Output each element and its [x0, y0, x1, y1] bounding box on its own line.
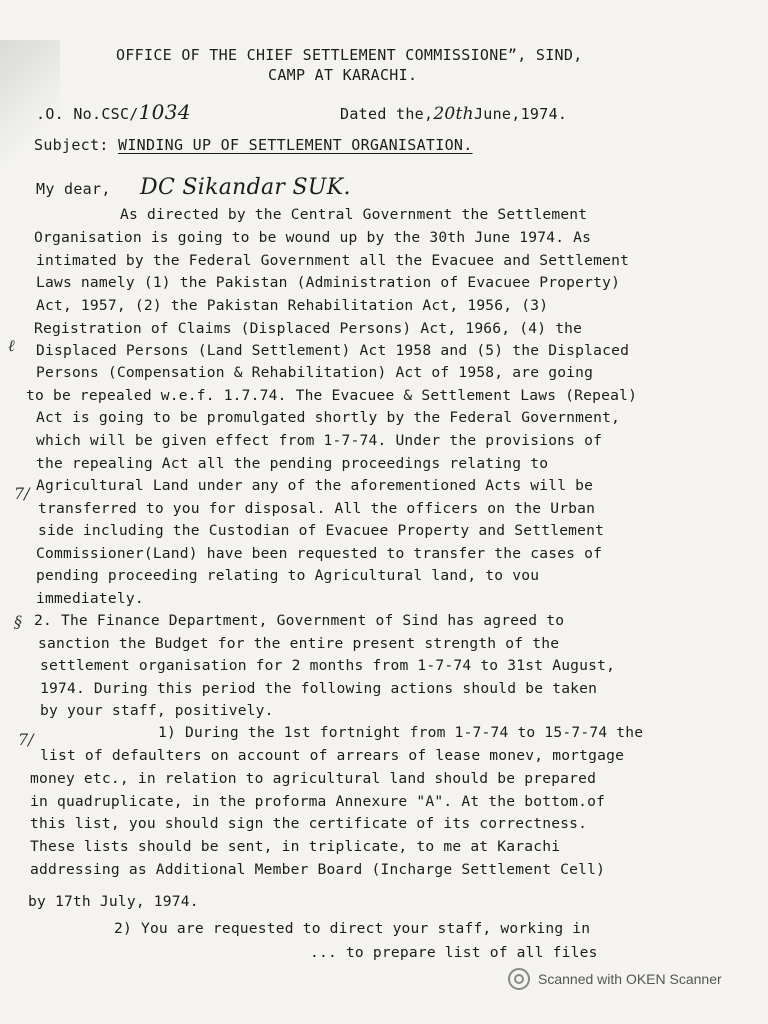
dated-handwritten: 20th	[433, 104, 474, 124]
body-line: Laws namely (1) the Pakistan (Administration of Evacuee Property)	[36, 274, 621, 291]
body-line: settlement organisation for 2 months from 1-7-74 to 31st August,	[40, 657, 616, 674]
margin-mark: 7/	[14, 484, 30, 503]
ref-prefix: .O. No.CSC/	[36, 105, 139, 123]
body-line: 1974. During this period the following actions should be taken	[40, 680, 598, 697]
margin-mark: §	[14, 612, 22, 631]
salutation	[36, 175, 351, 200]
body-line: Persons (Compensation & Rehabilitation) Act of 1958, are going	[36, 364, 594, 381]
subject-label: Subject:	[34, 136, 109, 154]
margin-mark: ℓ	[8, 336, 15, 355]
camp-heading: CAMP AT KARACHI.	[268, 66, 418, 84]
subject-text: WINDING UP OF SETTLEMENT ORGANISATION.	[118, 136, 473, 154]
dated-rest: June,1974.	[473, 105, 568, 123]
body-line: the repealing Act all the pending proceedings relating to	[36, 455, 549, 472]
body-line: ... to prepare list of all files	[310, 944, 598, 961]
body-line: 2) You are requested to direct your staff, working in	[114, 920, 591, 937]
scanner-logo-icon	[508, 968, 530, 990]
dated-label: Dated the,	[340, 105, 434, 123]
date-line	[340, 104, 567, 124]
body-line: As directed by the Central Government the Settlement	[120, 206, 588, 223]
body-line: Commissioner(Land) have been requested to transfer the cases of	[36, 545, 603, 562]
body-line: which will be given effect from 1-7-74. Under the provisions of	[36, 432, 603, 449]
body-line: Agricultural Land under any of the aforementioned Acts will be	[36, 477, 594, 494]
body-line: pending proceeding relating to Agricultural land, to vou	[36, 567, 540, 584]
body-line: in quadruplicate, in the proforma Annexure "A". At the bottom.of	[30, 793, 606, 810]
body-line: intimated by the Federal Government all the Evacuee and Settlement	[36, 252, 630, 269]
salutation-label: My dear,	[36, 180, 111, 198]
scanner-watermark	[508, 968, 722, 990]
body-line: Act, 1957, (2) the Pakistan Rehabilitation Act, 1956, (3)	[36, 297, 549, 314]
body-line: Displaced Persons (Land Settlement) Act 1958 and (5) the Displaced	[36, 342, 630, 359]
body-line: to be repealed w.e.f. 1.7.74. The Evacuee & Settlement Laws (Repeal)	[26, 387, 638, 404]
ref-handwritten: 1034	[138, 100, 191, 124]
watermark-text: Scanned with OKEN Scanner	[538, 971, 722, 987]
reference-number	[36, 100, 191, 124]
body-line: money etc., in relation to agricultural land should be prepared	[30, 770, 597, 787]
body-line: this list, you should sign the certificate of its correctness.	[30, 815, 588, 832]
body-line: side including the Custodian of Evacuee Property and Settlement	[38, 522, 605, 539]
body-line: Act is going to be promulgated shortly by the Federal Government,	[36, 409, 621, 426]
body-line: immediately.	[36, 590, 144, 607]
office-heading: OFFICE OF THE CHIEF SETTLEMENT COMMISSIONE”, SIND,	[116, 46, 583, 64]
body-line: transferred to you for disposal. All the officers on the Urban	[38, 500, 596, 517]
body-line: list of defaulters on account of arrears of lease monev, mortgage	[40, 747, 625, 764]
body-line: sanction the Budget for the entire present strength of the	[38, 635, 560, 652]
body-line: addressing as Additional Member Board (Incharge Settlement Cell)	[30, 861, 606, 878]
subject-line	[34, 136, 473, 154]
salutation-handwritten: DC Sikandar SUK.	[140, 175, 351, 200]
body-line: Registration of Claims (Displaced Persons) Act, 1966, (4) the	[34, 320, 583, 337]
body-line: 2. The Finance Department, Government of Sind has agreed to	[34, 612, 565, 629]
body-line: Organisation is going to be wound up by the 30th June 1974. As	[34, 229, 592, 246]
body-line: by your staff, positively.	[40, 702, 274, 719]
body-line: by 17th July, 1974.	[28, 893, 199, 910]
body-line: 1) During the 1st fortnight from 1-7-74 to 15-7-74 the	[158, 724, 644, 741]
margin-mark: 7/	[18, 730, 34, 749]
body-line: These lists should be sent, in triplicate, to me at Karachi	[30, 838, 561, 855]
